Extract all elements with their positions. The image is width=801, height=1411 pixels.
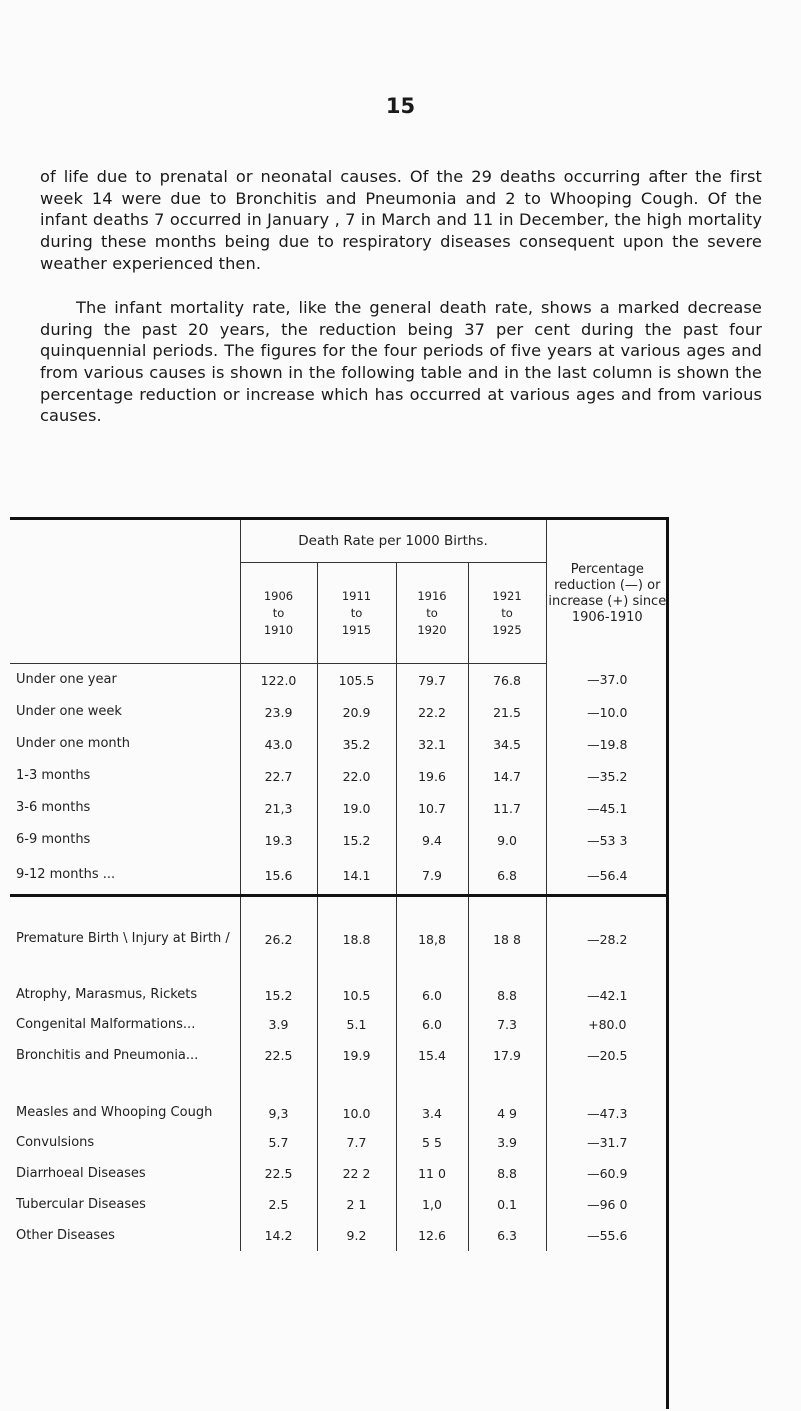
rate-cell: 9,3 bbox=[240, 1071, 317, 1127]
table-row bbox=[10, 792, 668, 824]
rate-cell: 6.3 bbox=[468, 1220, 546, 1251]
table-row bbox=[10, 896, 668, 954]
percentage-cell: —10.0 bbox=[546, 696, 668, 728]
table-corner bbox=[10, 519, 240, 563]
period-header: 1921 to 1925 bbox=[468, 563, 546, 664]
table-row bbox=[10, 824, 668, 856]
row-label: Measles and Whooping Cough bbox=[16, 1105, 213, 1120]
table-row bbox=[10, 1220, 668, 1251]
percentage-cell: —31.7 bbox=[546, 1127, 668, 1158]
percentage-cell: —42.1 bbox=[546, 953, 668, 1009]
rate-cell: 3.4 bbox=[396, 1071, 468, 1127]
rate-cell: 14.2 bbox=[240, 1220, 317, 1251]
rate-cell: 5.1 bbox=[317, 1009, 396, 1040]
rate-cell: 3.9 bbox=[240, 1009, 317, 1040]
table-row bbox=[10, 953, 668, 1009]
rate-cell: 9.4 bbox=[396, 824, 468, 856]
rate-cell: 14.1 bbox=[317, 856, 396, 896]
rate-cell: 5 5 bbox=[396, 1127, 468, 1158]
rate-cell: 9.0 bbox=[468, 824, 546, 856]
table-row bbox=[10, 664, 668, 697]
rate-cell: 4 9 bbox=[468, 1071, 546, 1127]
rate-cell: 7.7 bbox=[317, 1127, 396, 1158]
rate-cell: 14.7 bbox=[468, 760, 546, 792]
percentage-cell: —55.6 bbox=[546, 1220, 668, 1251]
percentage-cell: —60.9 bbox=[546, 1158, 668, 1189]
rate-cell: 22.0 bbox=[317, 760, 396, 792]
rate-cell: 19.0 bbox=[317, 792, 396, 824]
row-label: Premature Birth \ Injury at Birth / bbox=[10, 896, 240, 954]
rate-cell: 21,3 bbox=[240, 792, 317, 824]
period-header: 1916 to 1920 bbox=[396, 563, 468, 664]
rate-cell: 18,8 bbox=[396, 896, 468, 954]
rate-cell: 15.2 bbox=[317, 824, 396, 856]
row-label: Tubercular Diseases bbox=[16, 1196, 146, 1212]
percentage-cell: —56.4 bbox=[546, 856, 668, 896]
row-label: Bronchitis and Pneumonia... bbox=[16, 1047, 199, 1063]
rate-cell: 6.8 bbox=[468, 856, 546, 896]
rate-cell: 8.8 bbox=[468, 1158, 546, 1189]
percentage-cell: —28.2 bbox=[546, 896, 668, 954]
rate-cell: 1,0 bbox=[396, 1189, 468, 1220]
rate-cell: 22.5 bbox=[240, 1040, 317, 1071]
percentage-cell: +80.0 bbox=[546, 1009, 668, 1040]
rate-cell: 2 1 bbox=[317, 1189, 396, 1220]
table-right-border bbox=[666, 517, 669, 1409]
rate-cell: 22.2 bbox=[396, 696, 468, 728]
row-label: Atrophy, Marasmus, Rickets bbox=[16, 987, 198, 1002]
rate-cell: 105.5 bbox=[317, 664, 396, 697]
rate-cell: 10.0 bbox=[317, 1071, 396, 1127]
table-row bbox=[10, 1009, 668, 1040]
rate-cell: 15.6 bbox=[240, 856, 317, 896]
rate-cell: 3.9 bbox=[468, 1127, 546, 1158]
rate-cell: 11.7 bbox=[468, 792, 546, 824]
rate-cell: 0.1 bbox=[468, 1189, 546, 1220]
page-number: 15 bbox=[385, 94, 416, 118]
rate-cell: 5.7 bbox=[240, 1127, 317, 1158]
rate-cell: 7.3 bbox=[468, 1009, 546, 1040]
rate-cell: 22.5 bbox=[240, 1158, 317, 1189]
rate-cell: 35.2 bbox=[317, 728, 396, 760]
table-row bbox=[10, 1071, 668, 1127]
percentage-cell: —19.8 bbox=[546, 728, 668, 760]
rate-cell: 10.7 bbox=[396, 792, 468, 824]
rate-cell: 20.9 bbox=[317, 696, 396, 728]
percentage-header: Percentage reduction (—) or increase (+) since 1906-1910 bbox=[546, 519, 668, 664]
row-label: Diarrhoeal Diseases bbox=[16, 1165, 146, 1181]
rate-cell: 22.7 bbox=[240, 760, 317, 792]
death-rate-header: Death Rate per 1000 Births. bbox=[240, 519, 546, 563]
rate-cell: 15.4 bbox=[396, 1040, 468, 1071]
percentage-cell: —53 3 bbox=[546, 824, 668, 856]
rate-cell: 79.7 bbox=[396, 664, 468, 697]
percentage-cell: —45.1 bbox=[546, 792, 668, 824]
period-header: 1906 to 1910 bbox=[240, 563, 317, 664]
rate-cell: 32.1 bbox=[396, 728, 468, 760]
rate-cell: 43.0 bbox=[240, 728, 317, 760]
table-row bbox=[10, 760, 668, 792]
rate-cell: 19.3 bbox=[240, 824, 317, 856]
row-label: 1-3 months bbox=[16, 768, 91, 783]
rate-cell: 8.8 bbox=[468, 953, 546, 1009]
table-row bbox=[10, 1189, 668, 1220]
rate-cell: 18.8 bbox=[317, 896, 396, 954]
rate-cell: 11 0 bbox=[396, 1158, 468, 1189]
rate-cell: 76.8 bbox=[468, 664, 546, 697]
percentage-cell: —47.3 bbox=[546, 1071, 668, 1127]
row-label: Congenital Malformations... bbox=[16, 1016, 196, 1032]
table-row bbox=[10, 728, 668, 760]
rate-cell: 19.9 bbox=[317, 1040, 396, 1071]
rate-cell: 18 8 bbox=[468, 896, 546, 954]
rate-cell: 7.9 bbox=[396, 856, 468, 896]
table-row bbox=[10, 1158, 668, 1189]
rate-cell: 21.5 bbox=[468, 696, 546, 728]
rate-cell: 17.9 bbox=[468, 1040, 546, 1071]
table-row bbox=[10, 1127, 668, 1158]
mortality-table bbox=[10, 517, 668, 1251]
rate-cell: 15.2 bbox=[240, 953, 317, 1009]
rate-cell: 12.6 bbox=[396, 1220, 468, 1251]
percentage-cell: —20.5 bbox=[546, 1040, 668, 1071]
period-header: 1911 to 1915 bbox=[317, 563, 396, 664]
row-label: Under one month bbox=[16, 736, 130, 751]
rate-cell: 9.2 bbox=[317, 1220, 396, 1251]
rate-cell: 10.5 bbox=[317, 953, 396, 1009]
row-label: 6-9 months bbox=[16, 832, 91, 847]
row-label: 3-6 months bbox=[16, 800, 91, 815]
percentage-cell: —37.0 bbox=[546, 664, 668, 697]
rate-cell: 6.0 bbox=[396, 953, 468, 1009]
row-label: Other Diseases bbox=[16, 1227, 115, 1243]
percentage-cell: —96 0 bbox=[546, 1189, 668, 1220]
paragraph-2: The infant mortality rate, like the general death rate, shows a marked decrease during the past 20 years, the reduction being 37 per cent during the past four quinquennial periods. The figures for the four periods of five years at various ages and from various causes is shown in the following table and in the last column is shown the percentage reduction or increase which has occurred at various ages and from various causes. bbox=[40, 298, 762, 426]
table-row bbox=[10, 1040, 668, 1071]
rate-cell: 26.2 bbox=[240, 896, 317, 954]
paragraph-1: of life due to prenatal or neonatal causes. Of the 29 deaths occurring after the first week 14 were due to Bronchitis and Pneumonia and 2 to Whooping Cough. Of the infant deaths 7 occurred in January , 7 in March and 11 in December, the high mortality during these months being due to respiratory diseases consequent upon the severe weather experienced then. bbox=[40, 167, 762, 273]
percentage-cell: —35.2 bbox=[546, 760, 668, 792]
rate-cell: 19.6 bbox=[396, 760, 468, 792]
rate-cell: 34.5 bbox=[468, 728, 546, 760]
row-label: Under one week bbox=[16, 704, 122, 719]
table-row bbox=[10, 856, 668, 896]
rate-cell: 122.0 bbox=[240, 664, 317, 697]
row-label: Convulsions bbox=[16, 1134, 95, 1150]
row-label: 9-12 months ... bbox=[16, 867, 116, 882]
rate-cell: 23.9 bbox=[240, 696, 317, 728]
rate-cell: 2.5 bbox=[240, 1189, 317, 1220]
table-row bbox=[10, 696, 668, 728]
rate-cell: 22 2 bbox=[317, 1158, 396, 1189]
label-column-header bbox=[10, 563, 240, 664]
rate-cell: 6.0 bbox=[396, 1009, 468, 1040]
row-label: Under one year bbox=[16, 672, 117, 687]
